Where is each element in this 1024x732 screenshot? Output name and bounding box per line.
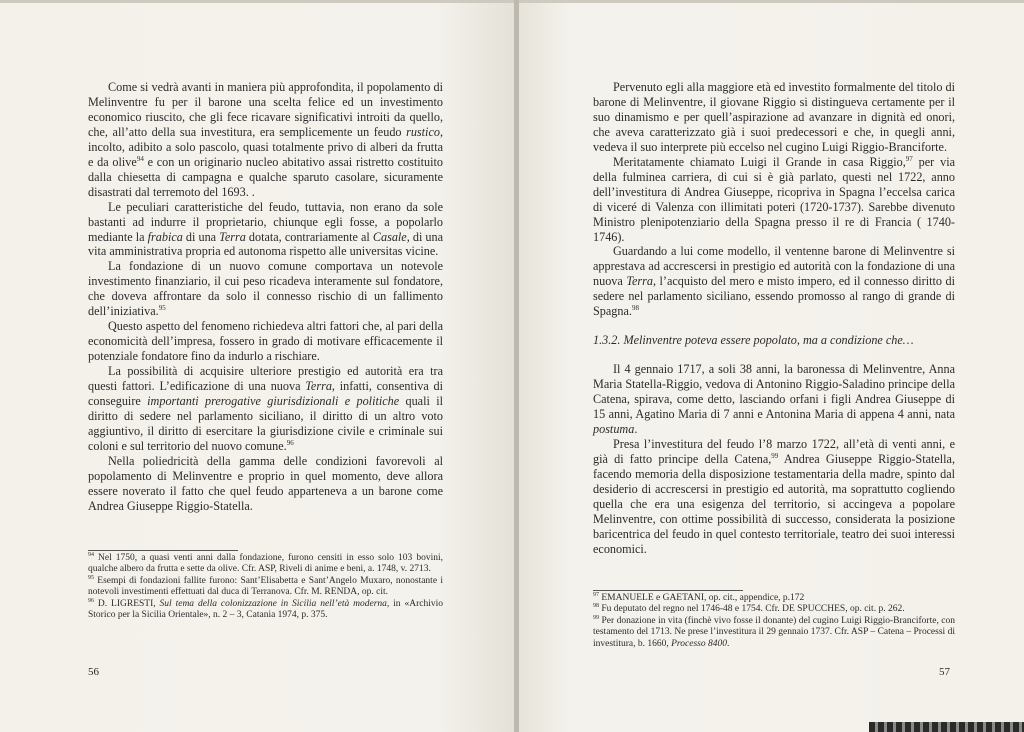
paragraph: La possibilità di acquisire ulteriore prestigio ed autorità era tra questi fattori. L’edificazione di una nuova Terra, infatti, consentiva di conseguire importanti prerogative giurisdizionali e politiche quali il diritto di sedere nel parlamento siciliano, il diritto di un altro voto aggiuntivo, il diritto di esercitare la giurisdizione civile e criminale sui coloni e sul territorio del nuovo comune.$^{96}$ (88, 364, 443, 453)
footnote-rule (88, 550, 238, 551)
paragraph: Pervenuto egli alla maggiore età ed investito formalmente del titolo di barone di Melinventre, il giovane Riggio si distingueva certamente per il suo dinamismo e per quell’aspirazione ad avanzare in dignità ed onori, che aveva caratterizzato già i suoi predecessori e che, in quegli anni, vedeva il suo interprete più eccelso nel cugino Luigi Riggio-Branciforte. (593, 80, 955, 154)
footnote: $^{99}$ Per donazione in vita (finchè vivo fosse il donante) del cugino Luigi Riggio-Branciforte, con testamento del 1713. Ne prese l’investitura il 29 gennaio 1737. Cfr. ASP – Catena – Processi di investitura, b. 1660, Processo 8400. (593, 614, 955, 649)
paragraph: Come si vedrà avanti in maniera più approfondita, il popolamento di Melinventre fu per il barone una scelta felice ed un investimento economico riuscito, che gli fece ricavare significativi introiti da quello, che, all’atto della sua investitura, era semplicemente un feudo rustico, incolto, adibito a solo pascolo, quasi totalmente privo di alberi da frutta e da olive$^{94}$ e con un originario nucleo abitativo assai ristretto costituito dalla chiesetta di campagna e qualche sparuto casolare, sicuramente disastrati dal terremoto del 1693. . (88, 80, 443, 199)
page-top-edge (0, 0, 514, 3)
right-page-body (593, 80, 955, 557)
footnote: $^{96}$ D. LIGRESTI, Sul tema della colonizzazione in Sicilia nell’età moderna, in «Archivio Storico per la Sicilia Orientale», n. 2 – 3, Catania 1974, p. 375. (88, 597, 443, 621)
left-page-body (88, 80, 443, 514)
paragraph: Guardando a lui come modello, il ventenne barone di Melinventre si apprestava ad accrescersi in prestigio ed autorità con la fondazione di una nuova Terra, l’acquisto del mero e misto impero, ed il connesso diritto di sedere nel parlamento siciliano, essendo promosso al rango di grande di Spagna.$^{98}$ (593, 244, 955, 319)
footnote: $^{94}$ Nel 1750, a quasi venti anni dalla fondazione, furono censiti in esso solo 103 bovini, qualche albero da frutta e sette da olive. Cfr. ASP, Riveli di anime e beni, a. 1748, v. 2713. (88, 552, 443, 575)
right-page (519, 0, 1024, 732)
paragraph: La fondazione di un nuovo comune comportava un notevole investimento finanziario, il cui peso ricadeva interamente sul fondatore, che doveva affrontare da solo il connesso rischio di un fallimento dell’iniziativa.$^{95}$ (88, 259, 443, 319)
footnote: $^{97}$ EMANUELE e GAETANI, op. cit., appendice, p.172 (593, 592, 805, 603)
page-top-edge (519, 0, 1024, 3)
scanner-edge-strip (869, 722, 1024, 732)
paragraph: Nella poliedricità della gamma delle condizioni favorevoli al popolamento di Melinventre e proprio in quel momento, deve allora essere noverato il fatto che quel feudo apparteneva a un barone come Andrea Giuseppe Riggio-Statella. (88, 453, 443, 513)
footnote: $^{95}$ Esempi di fondazioni fallite furono: Sant’Elisabetta e Sant’Angelo Muxaro, nonostante i notevoli investimenti effettuati dal duca di Terranova. Cfr. M. RENDA, op. cit. (88, 574, 443, 598)
paragraph: Questo aspetto del fenomeno richiedeva altri fattori che, al pari della economicità dell’impresa, fossero in grado di motivare efficacemente il potenziale fondatore fino da indurlo a rischiare. (88, 319, 443, 364)
paragraph: Il 4 gennaio 1717, a soli 38 anni, la baronessa di Melinventre, Anna Maria Statella-Riggio, vedova di Antonino Riggio-Saladino principe della Catena, spirava, come detto, lasciando orfani i figli Andrea Giuseppe di 15 anni, Agatino Maria di 7 anni e Antonina Maria di appena 4 anni, nata postuma. (593, 362, 955, 437)
section-heading: 1.3.2. Melinventre poteva essere popolato, ma a condizione che… (593, 333, 914, 348)
page-number: 56 (88, 666, 99, 678)
footnote: $^{98}$ Fu deputato del regno nel 1746-48 e 1754. Cfr. DE SPUCCHES, op. cit. p. 262. (593, 603, 905, 615)
left-page-footnotes (88, 553, 443, 621)
paragraph: Meritatamente chiamato Luigi il Grande in casa Riggio,$^{97}$ per via della fulminea carriera, di cui si è già parlato, questi nel 1722, anno dell’investitura di Andrea Giuseppe, ricopriva in Spagna l’eccelsa carica di viceré di Valenza con illimitati poteri (1720-1737). Sarebbe divenuto Ministro plenipotenziario della Spagna presso il re di Francia ( 1740-1746). (593, 154, 955, 244)
right-body-after (593, 362, 955, 556)
footnote-rule (593, 590, 743, 591)
right-body-before (593, 80, 955, 319)
right-page-footnotes (593, 593, 955, 650)
paragraph: Le peculiari caratteristiche del feudo, tuttavia, non erano da sole bastanti ad indurre il proprietario, chiunque egli fosse, a popolarlo mediante la frabica di una Terra dotata, contrariamente al Casale, di una vita amministrativa propria ed autonoma rispetto alle universitas vicine. (88, 199, 444, 259)
paragraph: Presa l’investitura del feudo l’8 marzo 1722, all’età di venti anni, e già di fatto principe della Catena,$^{99}$ Andrea Giuseppe Riggio-Statella, facendo memoria della disposizione testamentaria della madre, spinto dal desiderio di accrescersi in prestigio ed autorità, ma soprattutto cogliendo quella che era una esigenza del territorio, si accingeva a popolare Melinventre, con ottime possibilità di successo, considerata la posizione baricentrica del feudo in quel contesto territoriale, teatro dei suoi interessi economici. (593, 436, 956, 556)
page-number: 57 (939, 666, 950, 678)
